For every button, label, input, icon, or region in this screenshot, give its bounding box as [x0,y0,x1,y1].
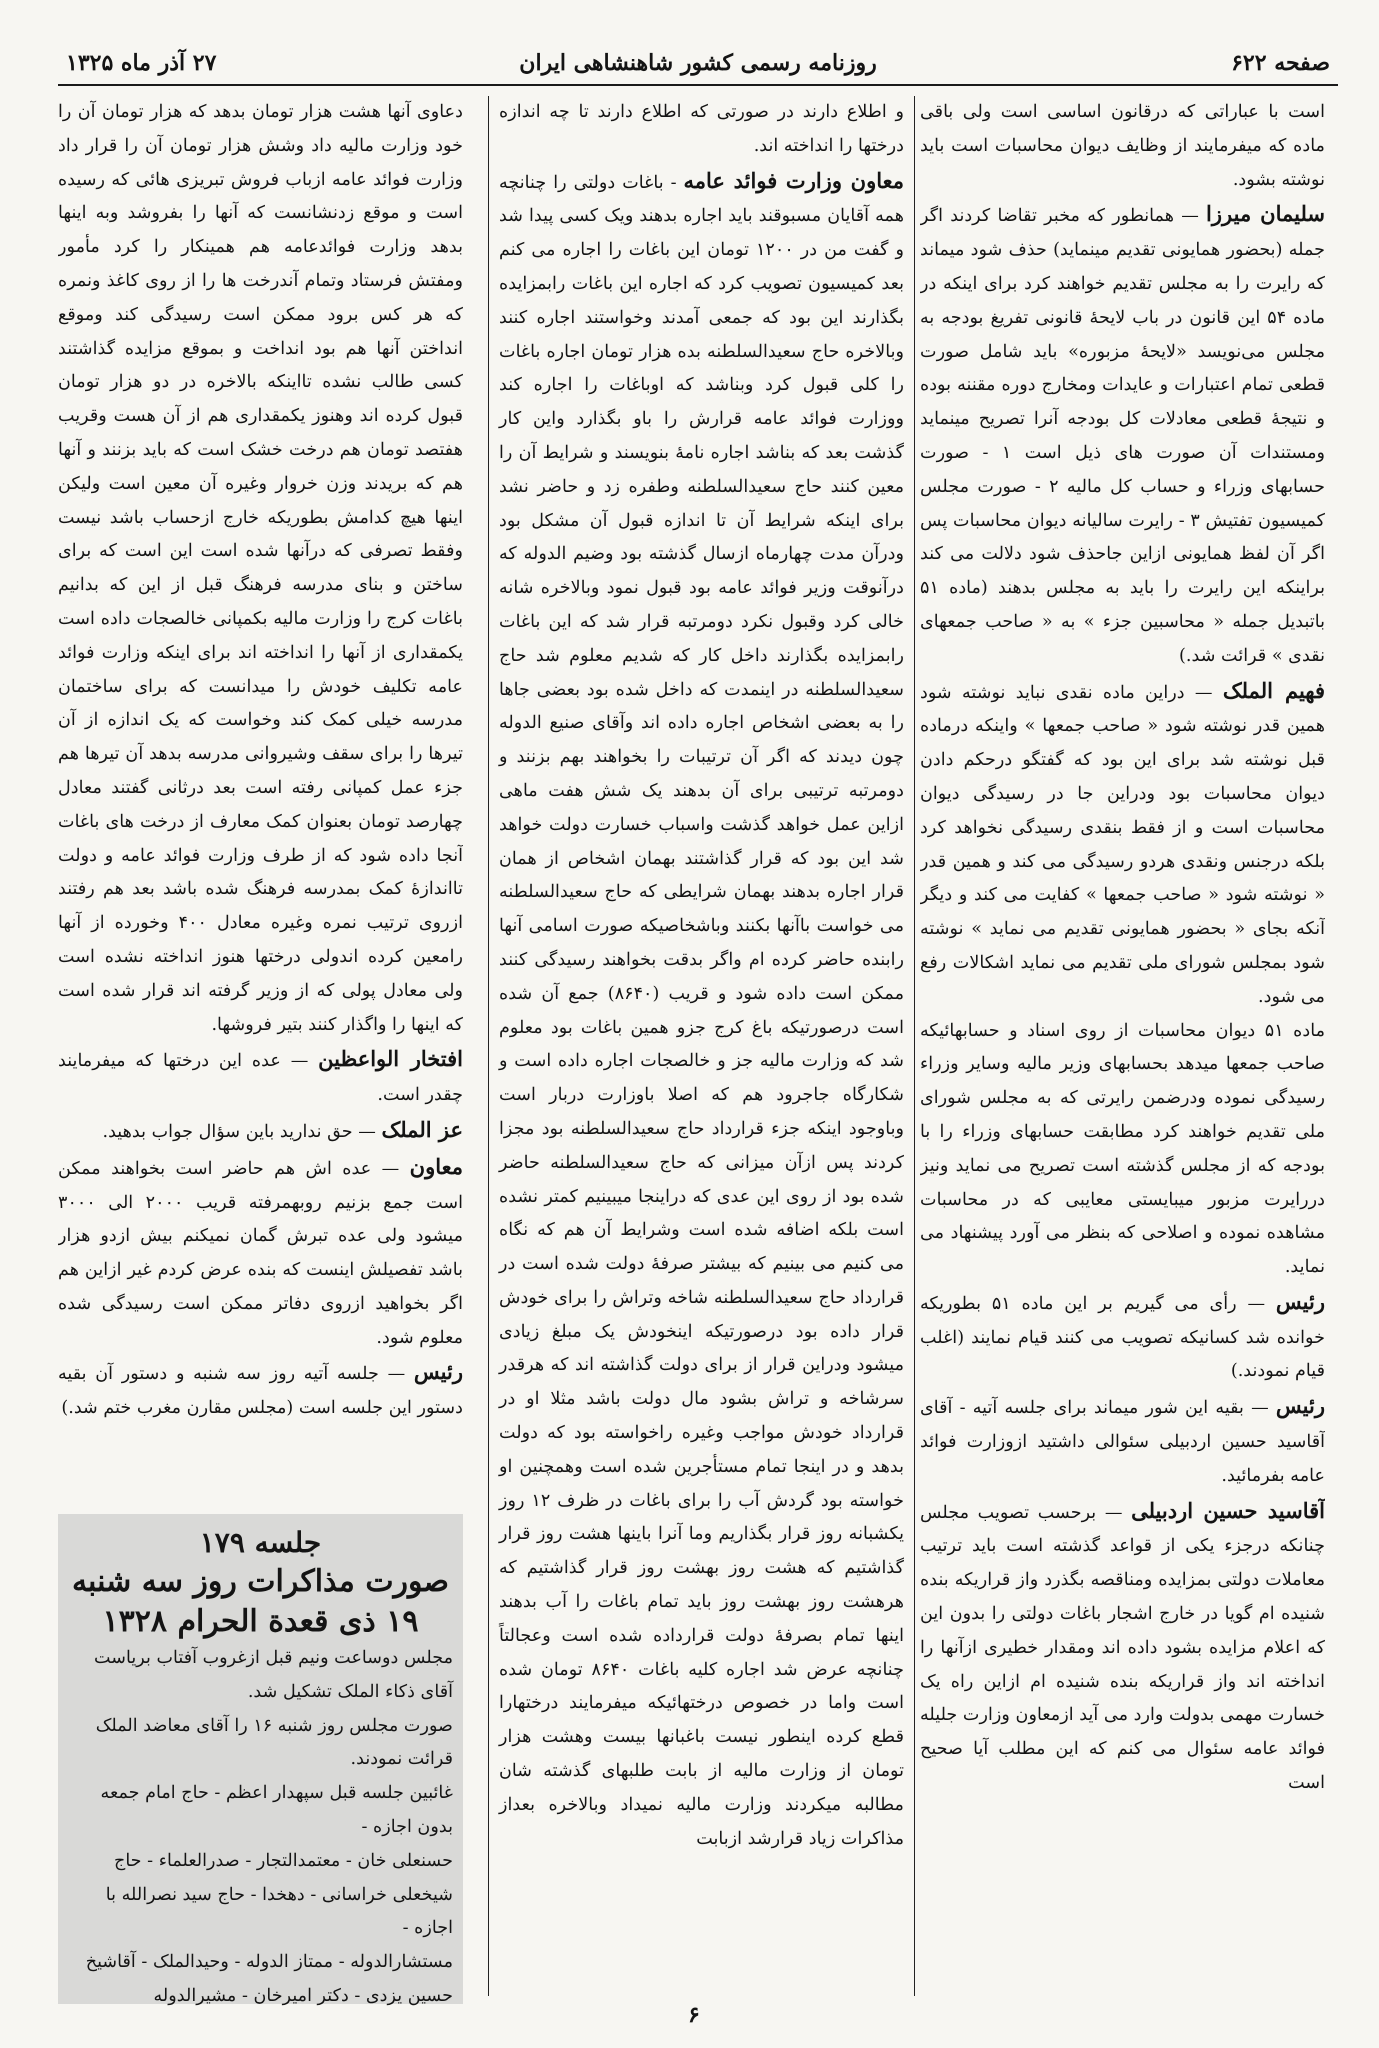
speaker-name: فهیم الملک [1222,677,1325,703]
speech [920,674,1325,1015]
speaker-name: رئیس [413,1359,463,1385]
session-179-box [58,1514,463,2004]
paragraph: مجلس دوساعت ونیم قبل ازغروب آفتاب بریاست آقای ذکاء الملک تشکیل شد. [93,1648,453,1702]
paragraph: غائبین جلسه قبل سپهدار اعظم - حاج امام جمعه بدون اجازه - [100,1783,453,1837]
speech-text: — حق ندارید باین سؤال جواب بدهید. [102,1121,376,1142]
speech [58,1042,463,1113]
speaker-name: آقاسید حسین اردبیلی [1131,1497,1325,1523]
paragraph: و اطلاع دارند در صورتی که اطلاع دارند تا چه اندازه درختها را انداخته اند. [499,102,904,156]
newspaper-page [58,44,1338,2029]
footer-page-number: ۶ [688,2002,700,2028]
speaker-name: معاون وزارت فوائد عامه [683,167,905,193]
newspaper-title: روزنامه رسمی کشور شاهنشاهی ایران [519,50,877,76]
speech-text: — بقیه این شور میماند برای جلسه آتیه - آقای آقاسید حسین اردبیلی سئوالی داشتید ازوزارت فوائد عامه بفرمائید. [920,1398,1325,1486]
paragraph: مستشارالدوله - ممتاز الدوله - وحیدالملک - آقاشیخ حسین یزدی - دکتر امیرخان - مشیرالدوله [85,1952,453,2006]
speech [58,1113,463,1150]
speaker-name: معاون [409,1153,463,1179]
column-right [920,96,1325,1996]
speech-text: — عده اش هم حاضر است بخواهند ممکن است جمع بزنیم روبهمرفته قریب ۲۰۰۰ الی ۳۰۰۰ میشود ولی عده تبرش گمان نمیکنم بیش ازدو هزار باشد تفصیلش اینست که بنده عرض کردم غیر ازاین هم اگر بخواهید ازروی دفاتر ممکن است رسیدگی شده معلوم شود. [58,1158,463,1348]
speech-text: — همانطور که مخبر تقاضا کردند اگر جمله (بحضور همایونی تقدیم مینماید) حذف شود میماند که رایرت را به مجلس تقدیم خواهند کرد برای اینکه در ماده ۵۴ این قانون در باب لایحهٔ قانونی تفریغ بودجه به مجلس می‌نویسد «لایحهٔ مزبوره» باید شامل صورت قطعی تمام اعتبارات و عایدات ومخارج دوره مقننه بوده و نتیجهٔ قطعی معادلات کل بودجه آنرا تصریح مینماید ومستندات آن صورت های ذیل است ۱ - صورت حسابهای وزراء و حساب کل مالیه ۲ - صورت مجلس کمیسیون تفتیش ۳ - رایرت سالیانه دیوان محاسبات پس اگر آن لفظ همایونی ازاین جاحذف شود دلالت می کند براینکه این رایرت را باید به مجلس بدهند (ماده ۵۱ باتبدیل جمله « محاسبین جزء » به « صاحب جمعهای نقدی » قرائت شد.) [920,206,1325,666]
speech [499,164,904,1857]
speech [920,197,1325,673]
column-middle [488,96,915,1996]
session-number: جلسه ۱۷۹ [199,1526,322,1559]
paragraph: است با عباراتی که درقانون اساسی است ولی باقی ماده که میفرمایند از وظایف دیوان محاسبات است باید نوشته بشود. [920,102,1325,190]
speech [920,1285,1325,1389]
column-left [58,96,463,1506]
speech-text: - باغات دولتی را چنانچه همه آقایان مسبوقند باید اجاره بدهند ویک کسی پیدا شد و گفت من در ۱۲۰۰ تومان این باغات را اجاره می کنم بعد کمیسیون تصویب کرد که اجاره این باغات رابمزایده بگذارند این بود که جمعی آمدند وخواستند اجاره کنند وبالاخره حاج سعیدالسلطنه بده هزار تومان اجاره باغات را کلی قبول کرد وبناشد که اوباغات را اجاره کند ووزارت فوائد عامه قرارش را باو بگذارد واین کار گذشت بعد که بناشد اجاره نامهٔ بنویسند و شرایط آن را معین کنند حاج سعیدالسلطنه وطفره زد و حاضر نشد برای اینکه شرایط آن تا اندازه قبول آن مشکل بود ودرآن مدت چهارماه ازسال گذشته بود وضیم الدوله که درآنوقت وزیر فوائد عامه بود قبول نمود وبالاخره شانه خالی کرد وقبول نکرد دومرتبه قرار شد که این باغات رابمزایده بگذارند داخل کار که شدیم معلوم شد حاج سعیدالسلطنه در اینمدت که داخل شده بود بعضی جاها را به بعضی اشخاص اجاره داده اند وآقای صنیع الدوله چون دیدند که اگر آن ترتیبات را بخواهند بهم بزنند و دومرتبه ترتیبی برای آن بدهند یک شش هفت ماهی ازاین عمل خواهد گذشت واسباب خسارت دولت خواهد شد این بود که قرار گذاشتند بهمان اشخاص از همان قرار اجاره بدهند بهمان شرایطی که حاج سعیدالسلطنه می خواست باآنها بکنند وباشخاصیکه صورت اسامی آنها رابنده حاضر کرده ام واگر بدقت بخواهند رسیدگی کنند ممکن است داده شود و قریب (۸۶۴۰) جمع آن شده است درصورتیکه باغ کرج جزو همین باغات بود معلوم شد که وزارت مالیه جز و خالصجات اجاره داده است و شکارگاه جاجرود هم که اصلا باوزارت دربار است وباوجود اینکه جزء قرارداد حاج سعیدالسلطنه بود مجزا کردند پس ازآن میزانی که حاج سعیدالسلطنه حاضر شده بود از روی این عدی که دراینجا میبینیم کمتر نشده است بلکه اضافه شده است وشرایط آن هم که نگاه می کنیم می بینیم که بیشتر صرفهٔ دولت شده است در قرارداد حاج سعیدالسلطنه شاخه وتراش را برای خودش قرار داده بود درصورتیکه اینخودش یک مبلغ زیادی میشود ودراین قرار از برای دولت گذاشته اند که هرقدر سرشاخه و تراش بشود مال دولت باشد مثلا او در قرارداد خودش مواجب وغیره راخواسته بود که دولت بدهد و در اینجا تمام مستأجرین شده است وهمچنین او خواسته بود گردش آب را برای باغات در ظرف ۱۲ روز یکشبانه روز قرار بگذاریم وما آنرا باینها هشت روز قرار گذاشتیم که هشت روز بهشت روز قرار گذاشتیم که هرهشت روز بهشت روز باید تمام باغات را آب بدهند اینها تمام بصرفهٔ دولت قرارداده شده است وعجالتاً چنانچه عرض شد اجاره کلیه باغات ۸۶۴۰ تومان شده است واما در خصوص درختهائیکه میفرمایند درختهارا قطع کرده اینطور نیست باغبانها بیست وهشت هزار تومان از وزارت مالیه از بابت طلبهای گذشته شان مطالبه میکردند وزارت مالیه نمیداد وبالاخره بعداز مذاکرات زیاد قرارشد ازبابت [499,172,904,1849]
speaker-name: سلیمان میرزا [1206,201,1325,227]
speaker-name: افتخار الواعظین [318,1046,463,1072]
paragraph: حسنعلی خان - معتمدالتجار - صدرالعلماء - حاج شیخعلی خراسانی - دهخدا - حاج سید نصرالله با اجازه - [105,1850,453,1939]
speech [920,1389,1325,1493]
speaker-name: عز الملک [381,1116,463,1142]
speech [58,1355,463,1426]
speech-text: — جلسه آتیه روز سه شنبه و دستور آن بقیه دستور این جلسه است (مجلس مقارن مغرب ختم شد.) [58,1364,463,1419]
speech [920,1494,1325,1801]
speech-text: — رأی می گیریم بر این ماده ۵۱ بطوریکه خوانده شد کسانیکه تصویب می کنند قیام نمایند (اغلب قیام نمودند.) [920,1293,1325,1382]
speaker-name: رئیس [1275,1288,1325,1314]
speech-text: — عده این درختها که میفرمایند چقدر است. [58,1051,463,1106]
paragraph: صورت مجلس روز شنبه ۱۶ را آقای معاضد الملک قرائت نمودند. [95,1715,453,1770]
session-title: صورت مذاکرات روز سه شنبه ۱۹ ذی قعدة الحرام ۱۳۲۸ [71,1564,450,1639]
page-header [58,44,1338,86]
speaker-name: رئیس [1275,1393,1325,1419]
speech-text: — برحسب تصویب مجلس چنانکه درجزء یکی از قواعد گذشته است باید ترتیب معاملات دولتی بمزایده ومناقصه بگذرد واز قراریکه بنده شنیده ام گویا در خارج اشجار باغات دولتی را بدون این که اعلام مزایده بشود داده اند ومقدار خطیری ازآنها را انداخته اند واز قراریکه بنده شنیده ام ازاین راه یک خسارت مهمی بدولت وارد می آید ازمعاون وزارت جلیله فوائد عامه سئوال می کنم که این مطلب آیا صحیح است [920,1502,1325,1794]
paragraph: دعاوی آنها هشت هزار تومان بدهد که هزار تومان آن را خود وزارت مالیه داد وشش هزار تومان آن را قرار داد وزارت فوائد عامه ازباب فروش تبریزی هائی که رسیده است و موقع زدنشانست که آنها را بفروشد وبه اینها بدهد وزارت فوائدعامه هم همینکار را کرد مأمور ومفتش فرستاد وتمام آندرخت ها را از روی کاغذ ونمره که هر کس برود ممکن است رسیدگی کند وموقع انداختن آنها هم بود انداخت و بموقع مزایده گذاشتند کسی طالب نشده تااینکه بالاخره در دو هزار تومان قبول کرده اند وهنوز یکمقداری هم از آن هست وقریب هفتصد تومان هم درخت خشک است که باید بزنند و آنها هم که بریدند وزن خروار وغیره آن معین است ولیکن اینها هیچ کدامش بطوریکه خارج ازحساب باشد نیست وفقط تصرفی که درآنها شده است این است که برای ساختن و بنای مدرسه فرهنگ قبل از این که بدانیم باغات کرج را وزارت مالیه بکمپانی خالصجات داده است یکمقداری از آنها را انداخته اند برای اینکه وزارت فوائد عامه تکلیف خودش را میدانست که برای ساختمان مدرسه خیلی کمک کند وخواست که یک اندازه از آن تیرها را برای سقف وشیروانی مدرسه بدهد آن تیرها هم جزء عمل کمپانی رفته است بعد درثانی گفتند معادل چهارصد تومان بعنوان کمک معارف از درخت های باغات آنجا داده شود که از طرف وزارت فوائد عامه و دولت تااندازهٔ کمک بمدرسه فرهنگ شده باشد بعد هم رفتند ازروی ترتیب نمره وغیره معادل ۴۰۰ وخورده از آنها رامعین کرده اندولی درختها هنوز انداخته نشده است ولی معادل پولی که از وزیر گرفته اند قرار شده است که اینها را واگذار کنند بتیر فروشها. [58,102,463,1035]
speech [58,1150,463,1356]
speech-text: — دراین ماده نقدی نباید نوشته شود همین قدر نوشته شود « صاحب جمعها » واینکه درماده قبل نوشته شد برای این بود که گفتگو درحکم دادن دیوان محاسبات بود ودراین جا در رسیدگی دیوان محاسبات است و از فقط بنقدی رسیدگی نخواهد کرد بلکه درجنس ونقدی هردو رسیدگی می کند و همین قدر « نوشته شود « صاحب جمعها » کفایت می کند و دیگر آنکه بجای « بحضور همایونی تقدیم می نماید » نوشته شود بمجلس شورای ملی تقدیم می نماید اشکالات رفع می شود. [920,682,1325,1007]
page-number: صفحه ۶۲۲ [1231,50,1330,76]
paragraph: ماده ۵۱ دیوان محاسبات از روی اسناد و حسابهائیکه صاحب جمعها میدهد بحسابهای وزیر مالیه وسایر وزراء رسیدگی نموده ودرضمن رایرتی که به مجلس شورای ملی تقدیم خواهند کرد مطابقت حسابهای وزراء را با بودجه که از مجلس گذشته است تصریح می نماید ونیز دررایرت مزبور میبایستی معایبی که در محاسبات مشاهده نموده و اصلاحی که بنظر می آورد پیشنهاد می نماید. [920,1020,1325,1278]
issue-date: ۲۷ آذر ماه ۱۳۲۵ [66,50,217,76]
